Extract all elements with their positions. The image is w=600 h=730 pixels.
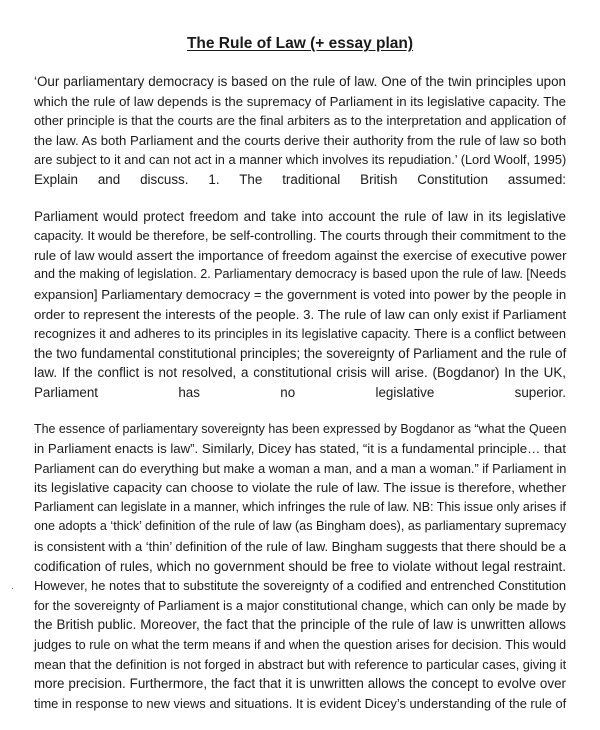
text-line: the British public. Moreover, the fact that the principle of the rule of law is unwritten allows bbox=[34, 617, 566, 633]
text-line: the two fundamental constitutional principles; the sovereignty of Parliament and the rule of bbox=[34, 345, 567, 361]
text-line: judges to rule on what the term means if and when the question arises for decision. This would bbox=[34, 637, 567, 653]
text-line: Parliament can do everything but make a woman a man, and a man a woman.” if Parliament in bbox=[34, 460, 567, 476]
text-line: is consistent with a ‘thin’ definition of the rule of law. Bingham suggests that there should be a bbox=[34, 539, 566, 555]
text-line: in Parliament enacts is law”. Similarly, Dicey has stated, “it is a fundamental principle… that bbox=[34, 441, 566, 457]
text-line: law. If the conflict is not resolved, a constitutional crisis will arise. (Bogdanor) In the UK, bbox=[34, 365, 566, 381]
text-line: Parliament has no legislative superior. bbox=[34, 384, 566, 400]
text-line: expansion] Parliamentary democracy = the government is voted into power by the people in bbox=[34, 286, 567, 302]
text-line: more precision. Furthermore, the fact that it is unwritten allows the concept to evolve over bbox=[34, 676, 566, 692]
text-line: which the rule of law depends is the supremacy of Parliament in its legislative capacity. The bbox=[34, 93, 566, 109]
text-line: Parliament would protect freedom and take into account the rule of law in its legislative bbox=[34, 208, 566, 224]
text-line: The essence of parliamentary sovereignty has been expressed by Bogdanor as “what the Queen bbox=[34, 421, 567, 436]
text-line: time in response to new views and situations. It is evident Dicey’s understanding of the rule of bbox=[34, 695, 567, 711]
text-line: and the making of legislation. 2. Parliamentary democracy is based upon the rule of law. [Needs bbox=[34, 267, 567, 282]
paragraph-constitution bbox=[34, 207, 566, 403]
text-line: However, he notes that to substitute the sovereignty of a codified and entrenched Constitution bbox=[34, 578, 566, 594]
text-line: mean that the definition is not forged in abstract but with reference to particular cases, giving it bbox=[34, 656, 567, 672]
text-line: its legislative capacity can choose to violate the rule of law. The issue is therefore, whether bbox=[34, 480, 566, 496]
text-line: ‘Our parliamentary democracy is based on the rule of law. One of the twin principles upon bbox=[34, 74, 566, 89]
margin-mark: . bbox=[11, 581, 14, 592]
text-line: other principle is that the courts are the final arbiters as to the interpretation and application of bbox=[34, 113, 566, 129]
text-line: order to represent the interests of the people. 3. The rule of law can only exist if Parliament bbox=[34, 306, 567, 322]
text-line: capacity. It would be therefore, be self-controlling. The courts through their commitment to the bbox=[34, 228, 566, 244]
text-line: rule of law would assert the importance of freedom against the exercise of executive power bbox=[34, 247, 567, 263]
text-line: are subject to it and can not act in a manner which involves its repudiation.’ (Lord Woolf, 1995) bbox=[34, 152, 567, 168]
text-line: one adopts a ‘thick’ definition of the rule of law (as Bingham does), as parliamentary supremacy bbox=[34, 519, 567, 534]
text-line: Parliament can legislate in a manner, which infringes the rule of law. NB: This issue only arises if bbox=[34, 499, 566, 514]
document-title: The Rule of Law (+ essay plan) bbox=[186, 35, 414, 52]
paragraph-sovereignty bbox=[34, 420, 566, 714]
text-line: recognizes it and adheres to its principles in its legislative capacity. There is a conflict between bbox=[34, 326, 566, 342]
text-line: Explain and discuss. 1. The traditional British Constitution assumed: bbox=[34, 171, 566, 187]
text-line: the law. As both Parliament and the courts derive their authority from the rule of law so both bbox=[34, 132, 567, 148]
text-line: for the sovereignty of Parliament is a major constitutional change, which can only be made by bbox=[34, 597, 566, 613]
text-line: codification of rules, which no government should be free to violate without legal restraint. bbox=[34, 558, 566, 574]
paragraph-quote bbox=[34, 72, 566, 190]
